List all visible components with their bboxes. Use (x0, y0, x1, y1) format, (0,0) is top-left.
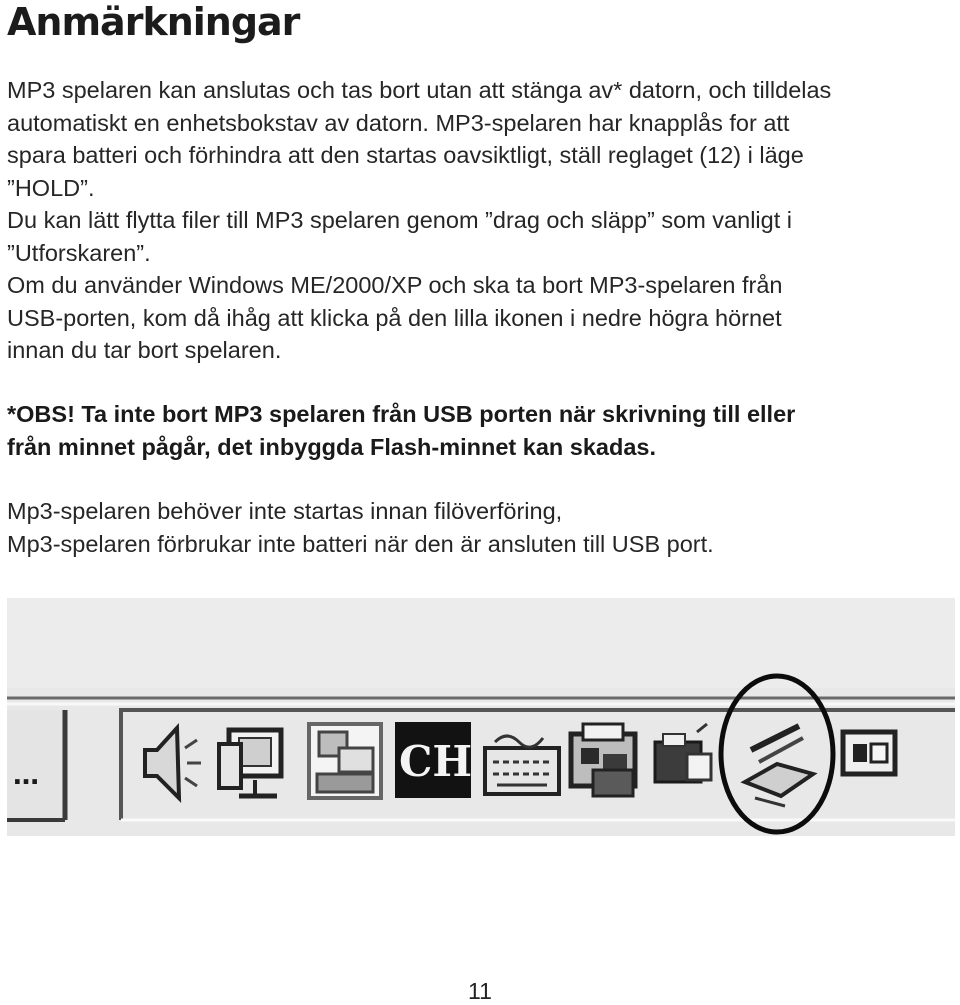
paragraph-connect-info (7, 74, 955, 204)
language-indicator: CH (399, 737, 473, 786)
text-line: automatiskt en enhetsbokstav av datorn. MP3-spelaren har knapplås for att (7, 109, 790, 136)
paragraph-transfer-info (7, 495, 955, 560)
warning-line: från minnet pågår, det inbyggda Flash-minnet kan skadas. (7, 433, 657, 460)
language-ch-icon[interactable] (395, 722, 472, 798)
start-area-button[interactable] (7, 710, 65, 820)
system-tray-screenshot (7, 598, 955, 836)
display-windows-icon[interactable] (309, 724, 381, 798)
text-line: innan du tar bort spelaren. (7, 337, 282, 363)
text-line: Mp3-spelaren behöver inte startas innan filöverföring, (7, 498, 563, 524)
printer-icon[interactable] (571, 724, 635, 796)
warning-paragraph (7, 398, 955, 463)
paragraph-windows-remove (7, 269, 955, 367)
paragraph-drag-drop (7, 204, 955, 269)
text-line: Mp3-spelaren förbrukar inte batteri när den är ansluten till USB port. (7, 530, 714, 557)
text-line: Du kan lätt flytta filer till MP3 spelaren genom ”drag och släpp” som vanligt i (7, 207, 792, 233)
text-line: ”Utforskaren”. (7, 239, 151, 266)
text-line: MP3 spelaren kan anslutas och tas bort utan att stänga av* datorn, och tilldelas (7, 77, 832, 103)
page-number: 11 (468, 978, 492, 1004)
text-line: Om du använder Windows ME/2000/XP och ska ta bort MP3-spelaren från (7, 272, 783, 298)
hard-drive-icon[interactable] (843, 732, 895, 774)
text-line: USB-porten, kom då ihåg att klicka på den lilla ikonen i nedre högra hörnet (7, 304, 782, 331)
text-line: ”HOLD”. (7, 174, 95, 201)
ellipsis-label: … (13, 761, 39, 791)
text-line: spara batteri och förhindra att den startas oavsiktligt, ställ reglaget (12) i läge (7, 142, 804, 168)
page-title: Anmärkningar (7, 0, 300, 44)
warning-line: *OBS! Ta inte bort MP3 spelaren från USB porten när skrivning till eller (7, 401, 796, 427)
